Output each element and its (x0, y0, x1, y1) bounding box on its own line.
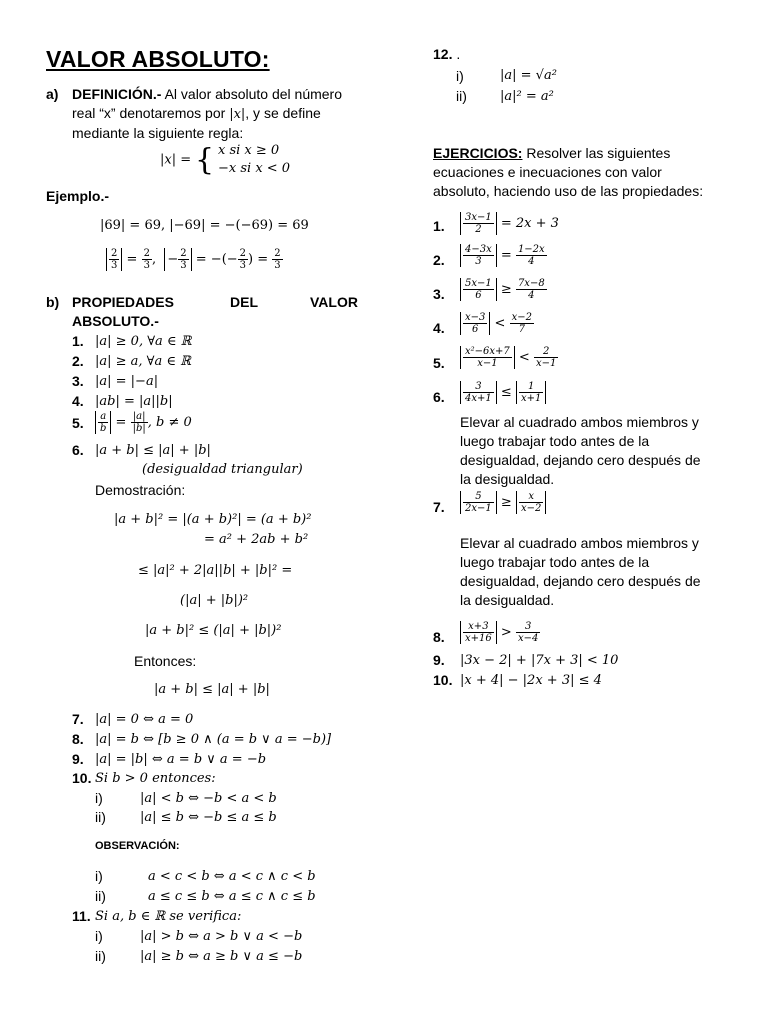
property-text: Si a, b ∈ ℝ se verifica: (95, 909, 242, 924)
property-number: 1. (72, 333, 84, 349)
definition-case-2: −x si x < 0 (218, 161, 291, 176)
ejercicios-heading: EJERCICIOS: (433, 145, 523, 161)
property-text: |a| < b ⇔ −b < a < b (140, 791, 277, 806)
definition-text-1: Al valor absoluto del número (161, 86, 343, 102)
exercise-3: $\frac{5x-1}{6}$ ≥ $\frac{7x-8}{4}$ (460, 278, 547, 301)
definition-line-2 (72, 105, 321, 122)
demo-line-3: ≤ |a|² + 2|a||b| + |b|² = (138, 563, 293, 578)
brace-icon: { (195, 142, 215, 178)
property-text: |a + b| ≤ |a| + |b| (95, 443, 211, 458)
exercise-number: 9. (433, 652, 445, 668)
property-text: |a| = √a² (500, 68, 557, 83)
hint-line: desigualdad, dejando cero después de (460, 452, 701, 468)
demo-line-2: = a² + 2ab + b² (204, 532, 309, 547)
property-text: |a| = |−a| (95, 374, 159, 389)
page-title: VALOR ABSOLUTO: (46, 46, 270, 72)
observacion-label: OBSERVACIÓN: (95, 840, 180, 852)
property-text: |a| ≤ b ⇔ −b ≤ a ≤ b (140, 810, 277, 825)
property-text: |a| ≥ a, ∀a ∈ ℝ (95, 354, 191, 369)
definition-text-2a: real “x” denotaremos por (72, 105, 230, 121)
roman-label: ii) (95, 888, 106, 904)
property-text: |a|² = a² (500, 89, 554, 104)
observacion-text: a < c < b ⇔ a < c ∧ c < b (148, 869, 316, 884)
demo-line-6: |a + b| ≤ |a| + |b| (154, 682, 270, 697)
exercise-9: |3x − 2| + |7x + 3| < 10 (460, 653, 619, 668)
definition-symbol: |x| (229, 107, 246, 122)
exercise-number: 2. (433, 252, 445, 268)
demo-line-5: |a + b|² ≤ (|a| + |b|)² (145, 623, 282, 638)
section-b-heading-2: DEL (230, 294, 258, 310)
property-12-header: 12. . (433, 46, 461, 62)
definition-case-1: x si x ≥ 0 (218, 143, 280, 158)
definition-lhs: |x| = (160, 152, 192, 168)
hint-line: Elevar al cuadrado ambos miembros y (460, 414, 699, 430)
property-number: 3. (72, 373, 84, 389)
property-text: |a| = 0 ⇔ a = 0 (95, 712, 194, 727)
ejercicios-line-1: EJERCICIOS: Resolver las siguientes (433, 145, 671, 161)
exercise-7: $\frac{5}{2x-1}$ ≥ $\frac{x}{x-2}$ (460, 491, 546, 514)
exercise-10: |x + 4| − |2x + 3| ≤ 4 (460, 673, 602, 688)
property-number: 4. (72, 393, 84, 409)
hint-line: luego trabajar todo antes de la (460, 554, 650, 570)
hint-line: la desigualdad. (460, 592, 555, 608)
exercise-1: $\frac{3x-1}{2}$ = 2x + 3 (460, 212, 559, 235)
roman-label: ii) (456, 88, 467, 104)
section-b-label: b) (46, 294, 60, 310)
exercise-number: 10. (433, 672, 453, 688)
property-number: 11. (72, 908, 91, 924)
exercise-4: $\frac{x-3}{6}$ < $\frac{x-2}{7}$ (460, 312, 534, 335)
exercise-number: 8. (433, 629, 445, 645)
property-number: 6. (72, 442, 84, 458)
example-line-1: |69| = 69, |−69| = −(−69) = 69 (100, 218, 309, 233)
definition-cases (218, 142, 290, 178)
property-number: 5. (72, 415, 84, 431)
roman-label: i) (456, 68, 464, 84)
property-number: 2. (72, 353, 84, 369)
property-number: 8. (72, 731, 84, 747)
demo-line-4: (|a| + |b|)² (180, 593, 249, 608)
property-text: |a| = b ⇔ [b ≥ 0 ∧ (a = b ∨ a = −b)] (95, 732, 332, 747)
definition-formula (160, 142, 290, 178)
triangular-label: (desigualdad triangular) (142, 462, 303, 477)
exercise-number: 6. (433, 389, 445, 405)
property-number: 9. (72, 751, 84, 767)
roman-label: i) (95, 928, 103, 944)
property-text: |a| ≥ 0, ∀a ∈ ℝ (95, 334, 192, 349)
definition-line-1 (72, 86, 342, 102)
roman-label: ii) (95, 809, 106, 825)
entonces-label: Entonces: (134, 653, 197, 669)
definition-line-3: mediante la siguiente regla: (72, 125, 244, 141)
demo-line-1: |a + b|² = |(a + b)²| = (a + b)² (114, 512, 312, 527)
section-b-heading-4: ABSOLUTO.- (72, 313, 159, 329)
ejercicios-line-3: absoluto, haciendo uso de las propiedades: (433, 183, 704, 199)
exercise-number: 4. (433, 320, 445, 336)
roman-label: i) (95, 868, 103, 884)
exercise-8: $\frac{x+3}{x+16}$ > $\frac{3}{x-4}$ (460, 621, 540, 644)
demo-label: Demostración: (95, 482, 186, 498)
property-text: |a| ≥ b ⇔ a ≥ b ∨ a ≤ −b (140, 949, 303, 964)
example-line-2: $\frac{2}{3}$ = $\frac{2}{3}$ , − $\frac{2}{3}$ = −(− $\frac{2}{3}$ ) = $\frac{2}{3}$ (106, 248, 283, 271)
hint-line: luego trabajar todo antes de la (460, 433, 650, 449)
roman-label: ii) (95, 948, 106, 964)
exercise-number: 7. (433, 499, 445, 515)
section-b-heading-3: VALOR (310, 294, 358, 310)
property-5-formula: $\frac{a}{b}$ = $\frac{|a|}{|b|}$ , b ≠ 0 (95, 411, 192, 434)
hint-line: la desigualdad. (460, 471, 555, 487)
roman-label: i) (95, 790, 103, 806)
exercise-number: 3. (433, 286, 445, 302)
ejercicios-line-2: ecuaciones e inecuaciones con valor (433, 164, 662, 180)
exercise-number: 1. (433, 218, 445, 234)
hint-line: Elevar al cuadrado ambos miembros y (460, 535, 699, 551)
definition-text-2b: , y se define (245, 105, 321, 121)
section-b-heading-1: PROPIEDADES (72, 294, 174, 310)
exercise-6: $\frac{3}{4x+1}$ ≤ $\frac{1}{x+1}$ (460, 381, 546, 404)
property-text: |ab| = |a||b| (95, 394, 173, 409)
section-a-label: a) (46, 86, 59, 102)
example-heading: Ejemplo.- (46, 188, 110, 204)
property-number: 7. (72, 711, 84, 727)
hint-line: desigualdad, dejando cero después de (460, 573, 701, 589)
property-text: |a| > b ⇔ a > b ∨ a < −b (140, 929, 303, 944)
exercise-5: $\frac{\text{x²−6x+7}}{x-1}$ < $\frac{2}{x-1}$ (460, 346, 558, 369)
property-number: 10. (72, 770, 92, 786)
exercise-2: $\frac{4-3x}{3}$ = $\frac{1-2x}{4}$ (460, 244, 547, 267)
exercise-number: 5. (433, 355, 445, 371)
property-text: |a| = |b| ⇔ a = b ∨ a = −b (95, 752, 267, 767)
observacion-text: a ≤ c ≤ b ⇔ a ≤ c ∧ c ≤ b (148, 889, 316, 904)
definition-heading: DEFINICIÓN.- (72, 86, 162, 102)
property-text: Si b > 0 entonces: (95, 771, 216, 786)
